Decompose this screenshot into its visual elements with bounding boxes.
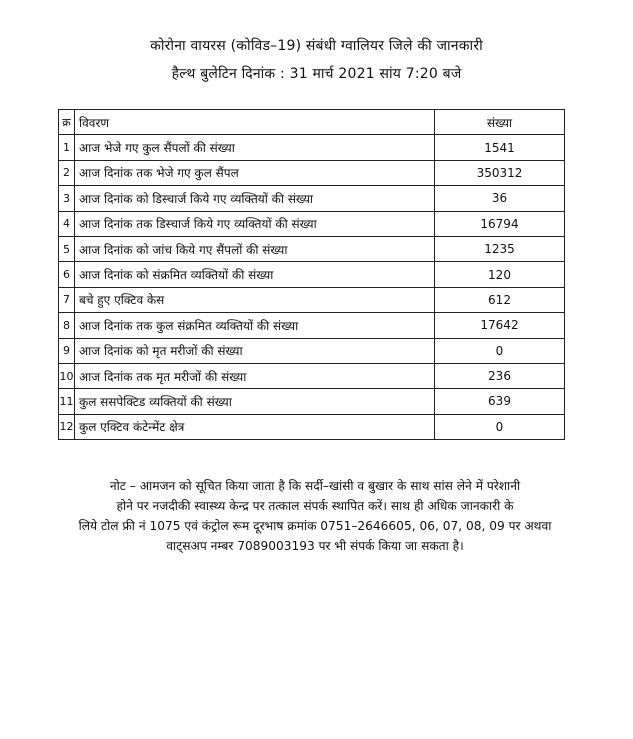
row-serial: 11 <box>59 389 75 414</box>
row-count: 1235 <box>435 236 565 261</box>
row-serial: 2 <box>59 160 75 185</box>
table-row <box>59 389 565 414</box>
row-description: कुल ससपेक्टिड व्यक्तियों की संख्या <box>75 389 435 414</box>
row-count: 16794 <box>435 211 565 236</box>
bulletin-date: हैल्थ बुलेटिन दिनांक : 31 मार्च 2021 सांय 7:20 बजे <box>171 66 462 82</box>
row-description: आज दिनांक तक कुल संक्रमित व्यक्तियों की संख्या <box>75 313 435 338</box>
table-row <box>59 211 565 236</box>
row-serial: 6 <box>59 262 75 287</box>
row-count: 0 <box>435 414 565 439</box>
row-description: आज दिनांक तक मृत मरीजों की संख्या <box>75 363 435 388</box>
covid-stats-table <box>58 109 565 440</box>
table-row <box>59 262 565 287</box>
row-serial: 3 <box>59 186 75 211</box>
row-description: आज दिनांक तक भेजे गए कुल सैंपल <box>75 160 435 185</box>
row-description: कुल एक्टिव कंटेन्मेंट क्षेत्र <box>75 414 435 439</box>
row-serial: 9 <box>59 338 75 363</box>
table-row <box>59 287 565 312</box>
row-description: बचे हुए एक्टिव केस <box>75 287 435 312</box>
row-description: आज दिनांक को डिस्चार्ज किये गए व्यक्तियों की संख्या <box>75 186 435 211</box>
table-row <box>59 363 565 388</box>
table-row <box>59 414 565 439</box>
helpline-note <box>50 476 580 556</box>
note-line: वाट्सअप नम्बर 7089003193 पर भी संपर्क किया जा सकता है। <box>166 539 464 553</box>
row-count: 350312 <box>435 160 565 185</box>
row-count: 120 <box>435 262 565 287</box>
bulletin-title: कोरोना वायरस (कोविड–19) संबंधी ग्वालियर जिले की जानकारी <box>150 38 483 54</box>
table-row <box>59 236 565 261</box>
row-serial: 10 <box>59 363 75 388</box>
table-row <box>59 313 565 338</box>
row-count: 0 <box>435 338 565 363</box>
row-description: आज दिनांक को मृत मरीजों की संख्या <box>75 338 435 363</box>
row-count: 236 <box>435 363 565 388</box>
row-serial: 4 <box>59 211 75 236</box>
row-count: 639 <box>435 389 565 414</box>
note-line: होने पर नजदीकी स्वास्थ्य केन्द्र पर तत्काल संपर्क स्थापित करें। साथ ही अधिक जानकारी के <box>116 499 514 513</box>
row-description: आज दिनांक तक डिस्चार्ज किये गए व्यक्तियों की संख्या <box>75 211 435 236</box>
row-serial: 12 <box>59 414 75 439</box>
row-count: 17642 <box>435 313 565 338</box>
row-serial: 7 <box>59 287 75 312</box>
table-row <box>59 338 565 363</box>
table-row <box>59 160 565 185</box>
column-header-count: संख्या <box>435 110 565 135</box>
row-description: आज दिनांक को संक्रमित व्यक्तियों की संख्या <box>75 262 435 287</box>
row-serial: 5 <box>59 236 75 261</box>
column-header-description: विवरण <box>75 110 435 135</box>
row-count: 36 <box>435 186 565 211</box>
column-header-serial: क्र <box>59 110 75 135</box>
row-serial: 8 <box>59 313 75 338</box>
table-row <box>59 186 565 211</box>
table-row <box>59 135 565 160</box>
row-description: आज भेजे गए कुल सैंपलों की संख्या <box>75 135 435 160</box>
row-serial: 1 <box>59 135 75 160</box>
note-line: नोट – आमजन को सूचित किया जाता है कि सर्दी–खांसी व बुखार के साथ सांस लेने में परेशानी <box>109 479 521 493</box>
row-description: आज दिनांक को जांच किये गए सैंपलों की संख्या <box>75 236 435 261</box>
table-header-row <box>59 110 565 135</box>
row-count: 1541 <box>435 135 565 160</box>
note-line: लिये टोल फ्री नं 1075 एवं कंट्रोल रूम दूरभाष क्रमांक 0751–2646605, 06, 07, 08, 09 पर अथवा <box>78 519 552 533</box>
row-count: 612 <box>435 287 565 312</box>
